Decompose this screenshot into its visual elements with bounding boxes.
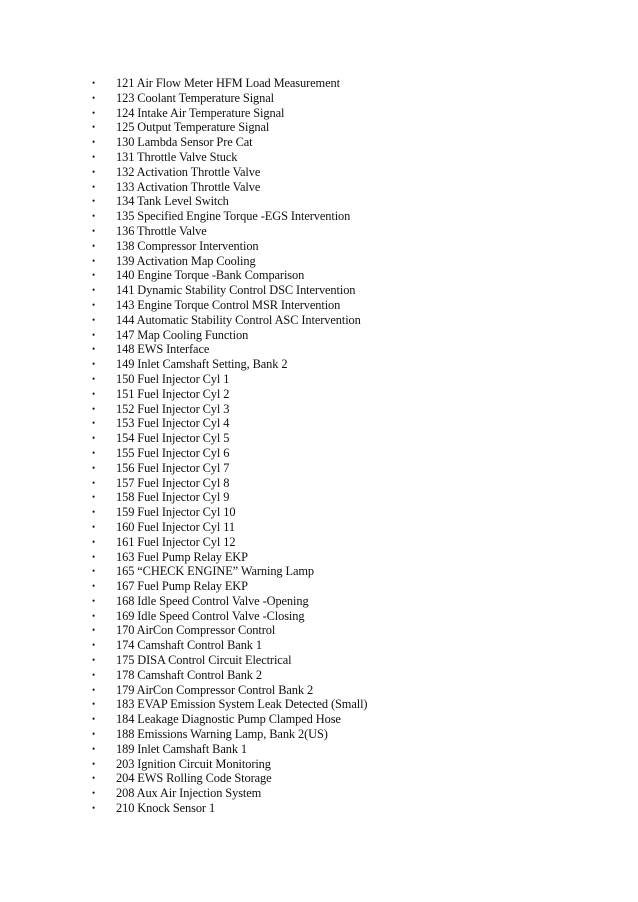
- bullet-icon: •: [92, 447, 96, 458]
- list-item: [92, 683, 612, 698]
- list-item: [92, 786, 612, 801]
- bullet-icon: •: [92, 151, 96, 162]
- bullet-icon: •: [92, 225, 96, 236]
- list-item-text: 204 EWS Rolling Code Storage: [116, 771, 272, 786]
- list-item-text: 153 Fuel Injector Cyl 4: [116, 416, 230, 431]
- bullet-icon: •: [92, 788, 96, 799]
- bullet-icon: •: [92, 211, 96, 222]
- list-item: [92, 313, 612, 328]
- bullet-icon: •: [92, 240, 96, 251]
- list-item-text: 165 “CHECK ENGINE” Warning Lamp: [116, 564, 315, 579]
- list-item-text: 158 Fuel Injector Cyl 9: [116, 490, 230, 505]
- list-item: [92, 771, 612, 786]
- bullet-icon: •: [92, 521, 96, 532]
- list-item-text: 184 Leakage Diagnostic Pump Clamped Hose: [116, 712, 341, 727]
- bullet-icon: •: [92, 418, 96, 429]
- list-item: [92, 476, 612, 491]
- list-item: [92, 239, 612, 254]
- bullet-icon: •: [92, 492, 96, 503]
- list-item-text: 123 Coolant Temperature Signal: [116, 90, 274, 105]
- list-item: [92, 594, 612, 609]
- list-item-text: 183 EVAP Emission System Leak Detected (Small): [116, 697, 368, 712]
- bullet-icon: •: [92, 536, 96, 547]
- bullet-icon: •: [92, 137, 96, 148]
- bullet-icon: •: [92, 595, 96, 606]
- bullet-icon: •: [92, 803, 96, 814]
- list-item-text: 141 Dynamic Stability Control DSC Intervention: [116, 283, 356, 298]
- list-item-text: 140 Engine Torque -Bank Comparison: [116, 268, 305, 283]
- list-item-text: 188 Emissions Warning Lamp, Bank 2(US): [116, 727, 328, 742]
- list-item: [92, 668, 612, 683]
- bullet-icon: •: [92, 373, 96, 384]
- list-item: [92, 357, 612, 372]
- bullet-icon: •: [92, 714, 96, 725]
- list-item: [92, 120, 612, 135]
- list-item: [92, 461, 612, 476]
- list-item-text: 136 Throttle Valve: [116, 223, 207, 238]
- list-item: [92, 579, 612, 594]
- list-item: [92, 402, 612, 417]
- list-item: [92, 535, 612, 550]
- list-item-text: 203 Ignition Circuit Monitoring: [116, 756, 271, 771]
- list-item-text: 156 Fuel Injector Cyl 7: [116, 460, 230, 475]
- list-item: [92, 520, 612, 535]
- list-item-text: 149 Inlet Camshaft Setting, Bank 2: [116, 357, 288, 372]
- bullet-icon: •: [92, 610, 96, 621]
- list-item-text: 163 Fuel Pump Relay EKP: [116, 549, 248, 564]
- list-item: [92, 209, 612, 224]
- list-item-text: 159 Fuel Injector Cyl 10: [116, 505, 236, 520]
- list-item-text: 139 Activation Map Cooling: [116, 253, 256, 268]
- list-item-text: 160 Fuel Injector Cyl 11: [116, 519, 235, 534]
- bullet-icon: •: [92, 122, 96, 133]
- bullet-icon: •: [92, 166, 96, 177]
- list-item: [92, 328, 612, 343]
- bullet-icon: •: [92, 314, 96, 325]
- bullet-icon: •: [92, 581, 96, 592]
- list-item-text: 138 Compressor Intervention: [116, 238, 259, 253]
- list-item-text: 174 Camshaft Control Bank 1: [116, 638, 262, 653]
- list-item-text: 134 Tank Level Switch: [116, 194, 229, 209]
- list-item-text: 178 Camshaft Control Bank 2: [116, 667, 262, 682]
- bullet-icon: •: [92, 758, 96, 769]
- bullet-icon: •: [92, 181, 96, 192]
- list-item-text: 157 Fuel Injector Cyl 8: [116, 475, 230, 490]
- list-item: [92, 254, 612, 269]
- list-item: [92, 283, 612, 298]
- list-item: [92, 727, 612, 742]
- bullet-icon: •: [92, 388, 96, 399]
- bullet-icon: •: [92, 684, 96, 695]
- list-item: [92, 268, 612, 283]
- list-item: [92, 224, 612, 239]
- list-item-text: 161 Fuel Injector Cyl 12: [116, 534, 236, 549]
- bullet-icon: •: [92, 699, 96, 710]
- list-item: [92, 194, 612, 209]
- bullet-icon: •: [92, 107, 96, 118]
- list-item: [92, 372, 612, 387]
- list-item: [92, 609, 612, 624]
- bullet-icon: •: [92, 433, 96, 444]
- list-item: [92, 801, 612, 816]
- bullet-icon: •: [92, 270, 96, 281]
- list-item-text: 169 Idle Speed Control Valve -Closing: [116, 608, 305, 623]
- list-item-text: 151 Fuel Injector Cyl 2: [116, 386, 230, 401]
- bullet-icon: •: [92, 344, 96, 355]
- list-item-text: 143 Engine Torque Control MSR Intervention: [116, 297, 341, 312]
- list-item-text: 124 Intake Air Temperature Signal: [116, 105, 285, 120]
- list-item-text: 148 EWS Interface: [116, 342, 210, 357]
- list-item: [92, 623, 612, 638]
- list-item: [92, 653, 612, 668]
- bullet-icon: •: [92, 255, 96, 266]
- bullet-icon: •: [92, 403, 96, 414]
- bullet-icon: •: [92, 625, 96, 636]
- list-item: [92, 550, 612, 565]
- bullet-icon: •: [92, 773, 96, 784]
- list-item-text: 208 Aux Air Injection System: [116, 786, 262, 801]
- list-item-text: 150 Fuel Injector Cyl 1: [116, 371, 230, 386]
- list-item: [92, 180, 612, 195]
- list-item: [92, 416, 612, 431]
- bullet-icon: •: [92, 477, 96, 488]
- list-item: [92, 490, 612, 505]
- list-item: [92, 91, 612, 106]
- list-item: [92, 446, 612, 461]
- bullet-icon: •: [92, 655, 96, 666]
- bullet-icon: •: [92, 196, 96, 207]
- bullet-icon: •: [92, 462, 96, 473]
- list-item-text: 155 Fuel Injector Cyl 6: [116, 445, 230, 460]
- list-item: [92, 135, 612, 150]
- bullet-icon: •: [92, 92, 96, 103]
- fault-code-list: [92, 76, 612, 816]
- list-item: [92, 76, 612, 91]
- bullet-icon: •: [92, 640, 96, 651]
- list-item: [92, 165, 612, 180]
- list-item-text: 175 DISA Control Circuit Electrical: [116, 653, 292, 668]
- bullet-icon: •: [92, 743, 96, 754]
- bullet-icon: •: [92, 507, 96, 518]
- list-item-text: 130 Lambda Sensor Pre Cat: [116, 135, 253, 150]
- list-item: [92, 697, 612, 712]
- bullet-icon: •: [92, 551, 96, 562]
- list-item-text: 170 AirCon Compressor Control: [116, 623, 276, 638]
- list-item-text: 147 Map Cooling Function: [116, 327, 249, 342]
- list-item-text: 121 Air Flow Meter HFM Load Measurement: [116, 76, 340, 90]
- list-item-text: 179 AirCon Compressor Control Bank 2: [116, 682, 314, 697]
- bullet-icon: •: [92, 78, 96, 88]
- list-item-text: 125 Output Temperature Signal: [116, 120, 270, 135]
- list-item-text: 154 Fuel Injector Cyl 5: [116, 431, 230, 446]
- bullet-icon: •: [92, 329, 96, 340]
- bullet-icon: •: [92, 359, 96, 370]
- list-item: [92, 342, 612, 357]
- list-item: [92, 431, 612, 446]
- list-item-text: 168 Idle Speed Control Valve -Opening: [116, 593, 309, 608]
- list-item-text: 131 Throttle Valve Stuck: [116, 149, 238, 164]
- list-item-text: 132 Activation Throttle Valve: [116, 164, 261, 179]
- list-item: [92, 564, 612, 579]
- list-item-text: 133 Activation Throttle Valve: [116, 179, 261, 194]
- list-item: [92, 712, 612, 727]
- list-item: [92, 757, 612, 772]
- bullet-icon: •: [92, 285, 96, 296]
- list-item: [92, 150, 612, 165]
- list-item-text: 152 Fuel Injector Cyl 3: [116, 401, 230, 416]
- list-item: [92, 742, 612, 757]
- list-item: [92, 505, 612, 520]
- list-item-text: 144 Automatic Stability Control ASC Intervention: [116, 312, 361, 327]
- bullet-icon: •: [92, 729, 96, 740]
- bullet-icon: •: [92, 669, 96, 680]
- bullet-icon: •: [92, 566, 96, 577]
- list-item-text: 189 Inlet Camshaft Bank 1: [116, 741, 248, 756]
- list-item: [92, 106, 612, 121]
- list-item: [92, 387, 612, 402]
- list-item-text: 167 Fuel Pump Relay EKP: [116, 579, 248, 594]
- list-item-text: 210 Knock Sensor 1: [116, 801, 216, 816]
- bullet-icon: •: [92, 299, 96, 310]
- list-item-text: 135 Specified Engine Torque -EGS Intervention: [116, 209, 351, 224]
- list-item: [92, 638, 612, 653]
- list-item: [92, 298, 612, 313]
